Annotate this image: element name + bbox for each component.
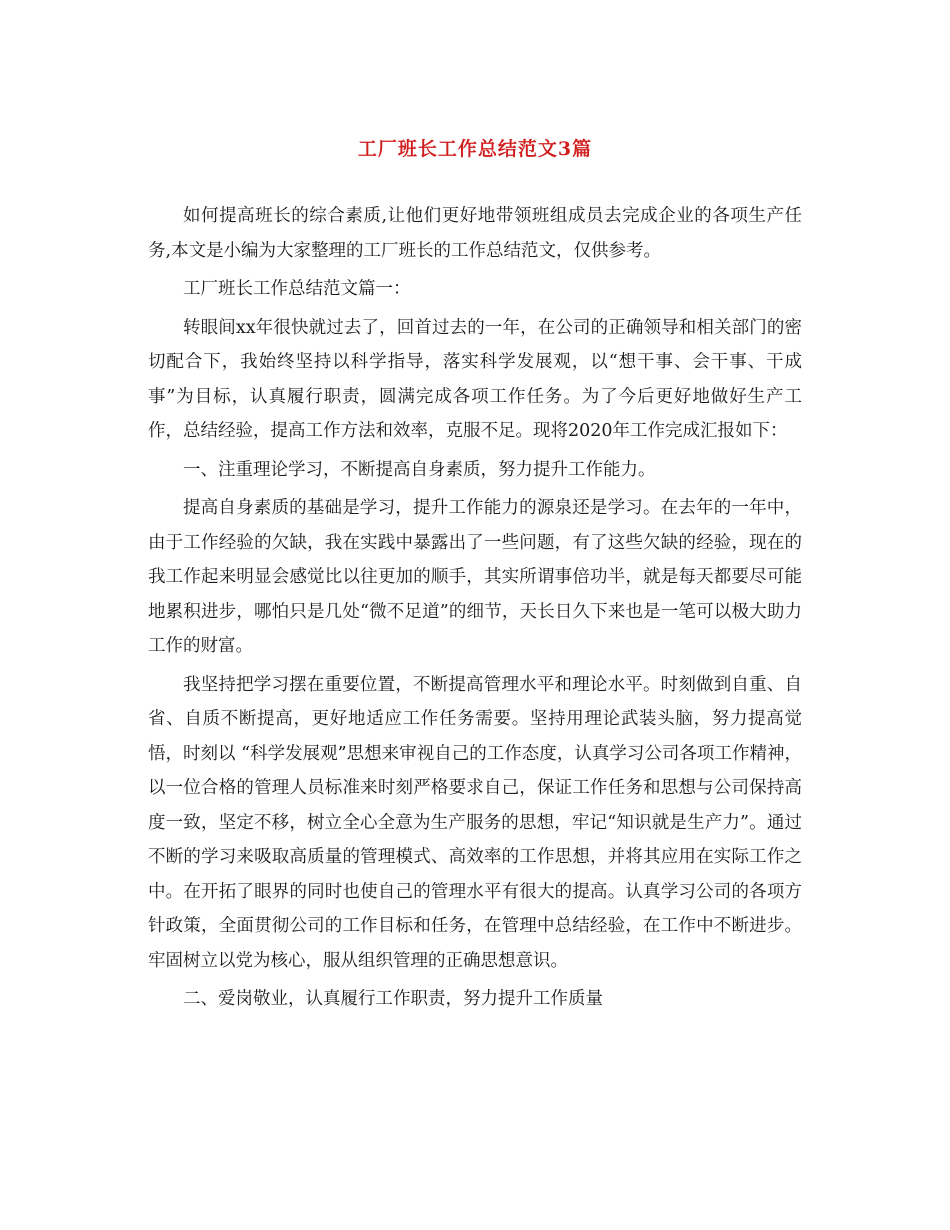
body-paragraph-2: 提高自身素质的基础是学习，提升工作能力的源泉还是学习。在去年的一年中，由于工作经验的欠缺，我在实践中暴露出了一些问题，有了这些欠缺的经验，现在的我工作起来明显会感觉比以往更加的顺手，其实所谓事倍功半，就是每天都要尽可能地累积进步，哪怕只是几处“微不足道”的细节，天长日久下来也是一笔可以极大助力工作的财富。 <box>148 498 802 656</box>
section-heading-2: 二、爱岗敬业，认真履行工作职责，努力提升工作质量 <box>183 989 603 1009</box>
body-paragraph-1: 转眼间xx年很快就过去了，回首过去的一年，在公司的正确领导和相关部门的密切配合下，我始终坚持以科学指导，落实科学发展观，以“想干事、会干事、干成事”为目标，认真履行职责，圆满完成各项工作任务。为了今后更好地做好生产工作，总结经验，提高工作方法和效率，克服不足。现将2020年工作完成汇报如下： <box>148 317 802 441</box>
document-title: 工厂班长工作总结范文3篇 <box>357 138 593 160</box>
section-heading-1: 一、注重理论学习，不断提高自身素质，努力提升工作能力。 <box>183 459 656 480</box>
section-label: 工厂班长工作总结范文篇一： <box>183 279 411 299</box>
body-paragraph-3: 我坚持把学习摆在重要位置，不断提高管理水平和理论水平。时刻做到自重、自省、自质不断提高，更好地适应工作任务需要。坚持用理论武装头脑，努力提高觉悟，时刻以 “科学发展观”思想来审视自己的工作态度，认真学习公司各项工作精神，以一位合格的管理人员标准来时刻严格要求自己，保证工作任务和思想与公司保持高度一致，坚定不移，树立全心全意为生产服务的思想，牢记“知识就是生产力”。通过不断的学习来吸取高质量的管理模式、高效率的工作思想，并将其应用在实际工作之中。在开拓了眼界的同时也使自己的管理水平有很大的提高。认真学习公司的各项方针政策，全面贯彻公司的工作目标和任务，在管理中总结经验，在工作中不断进步。牢固树立以党为核心，服从组织管理的正确思想意识。 <box>148 674 802 971</box>
intro-paragraph: 如何提高班长的综合素质,让他们更好地带领班组成员去完成企业的各项生产任务,本文是小编为大家整理的工厂班长的工作总结范文，仅供参考。 <box>148 206 802 261</box>
